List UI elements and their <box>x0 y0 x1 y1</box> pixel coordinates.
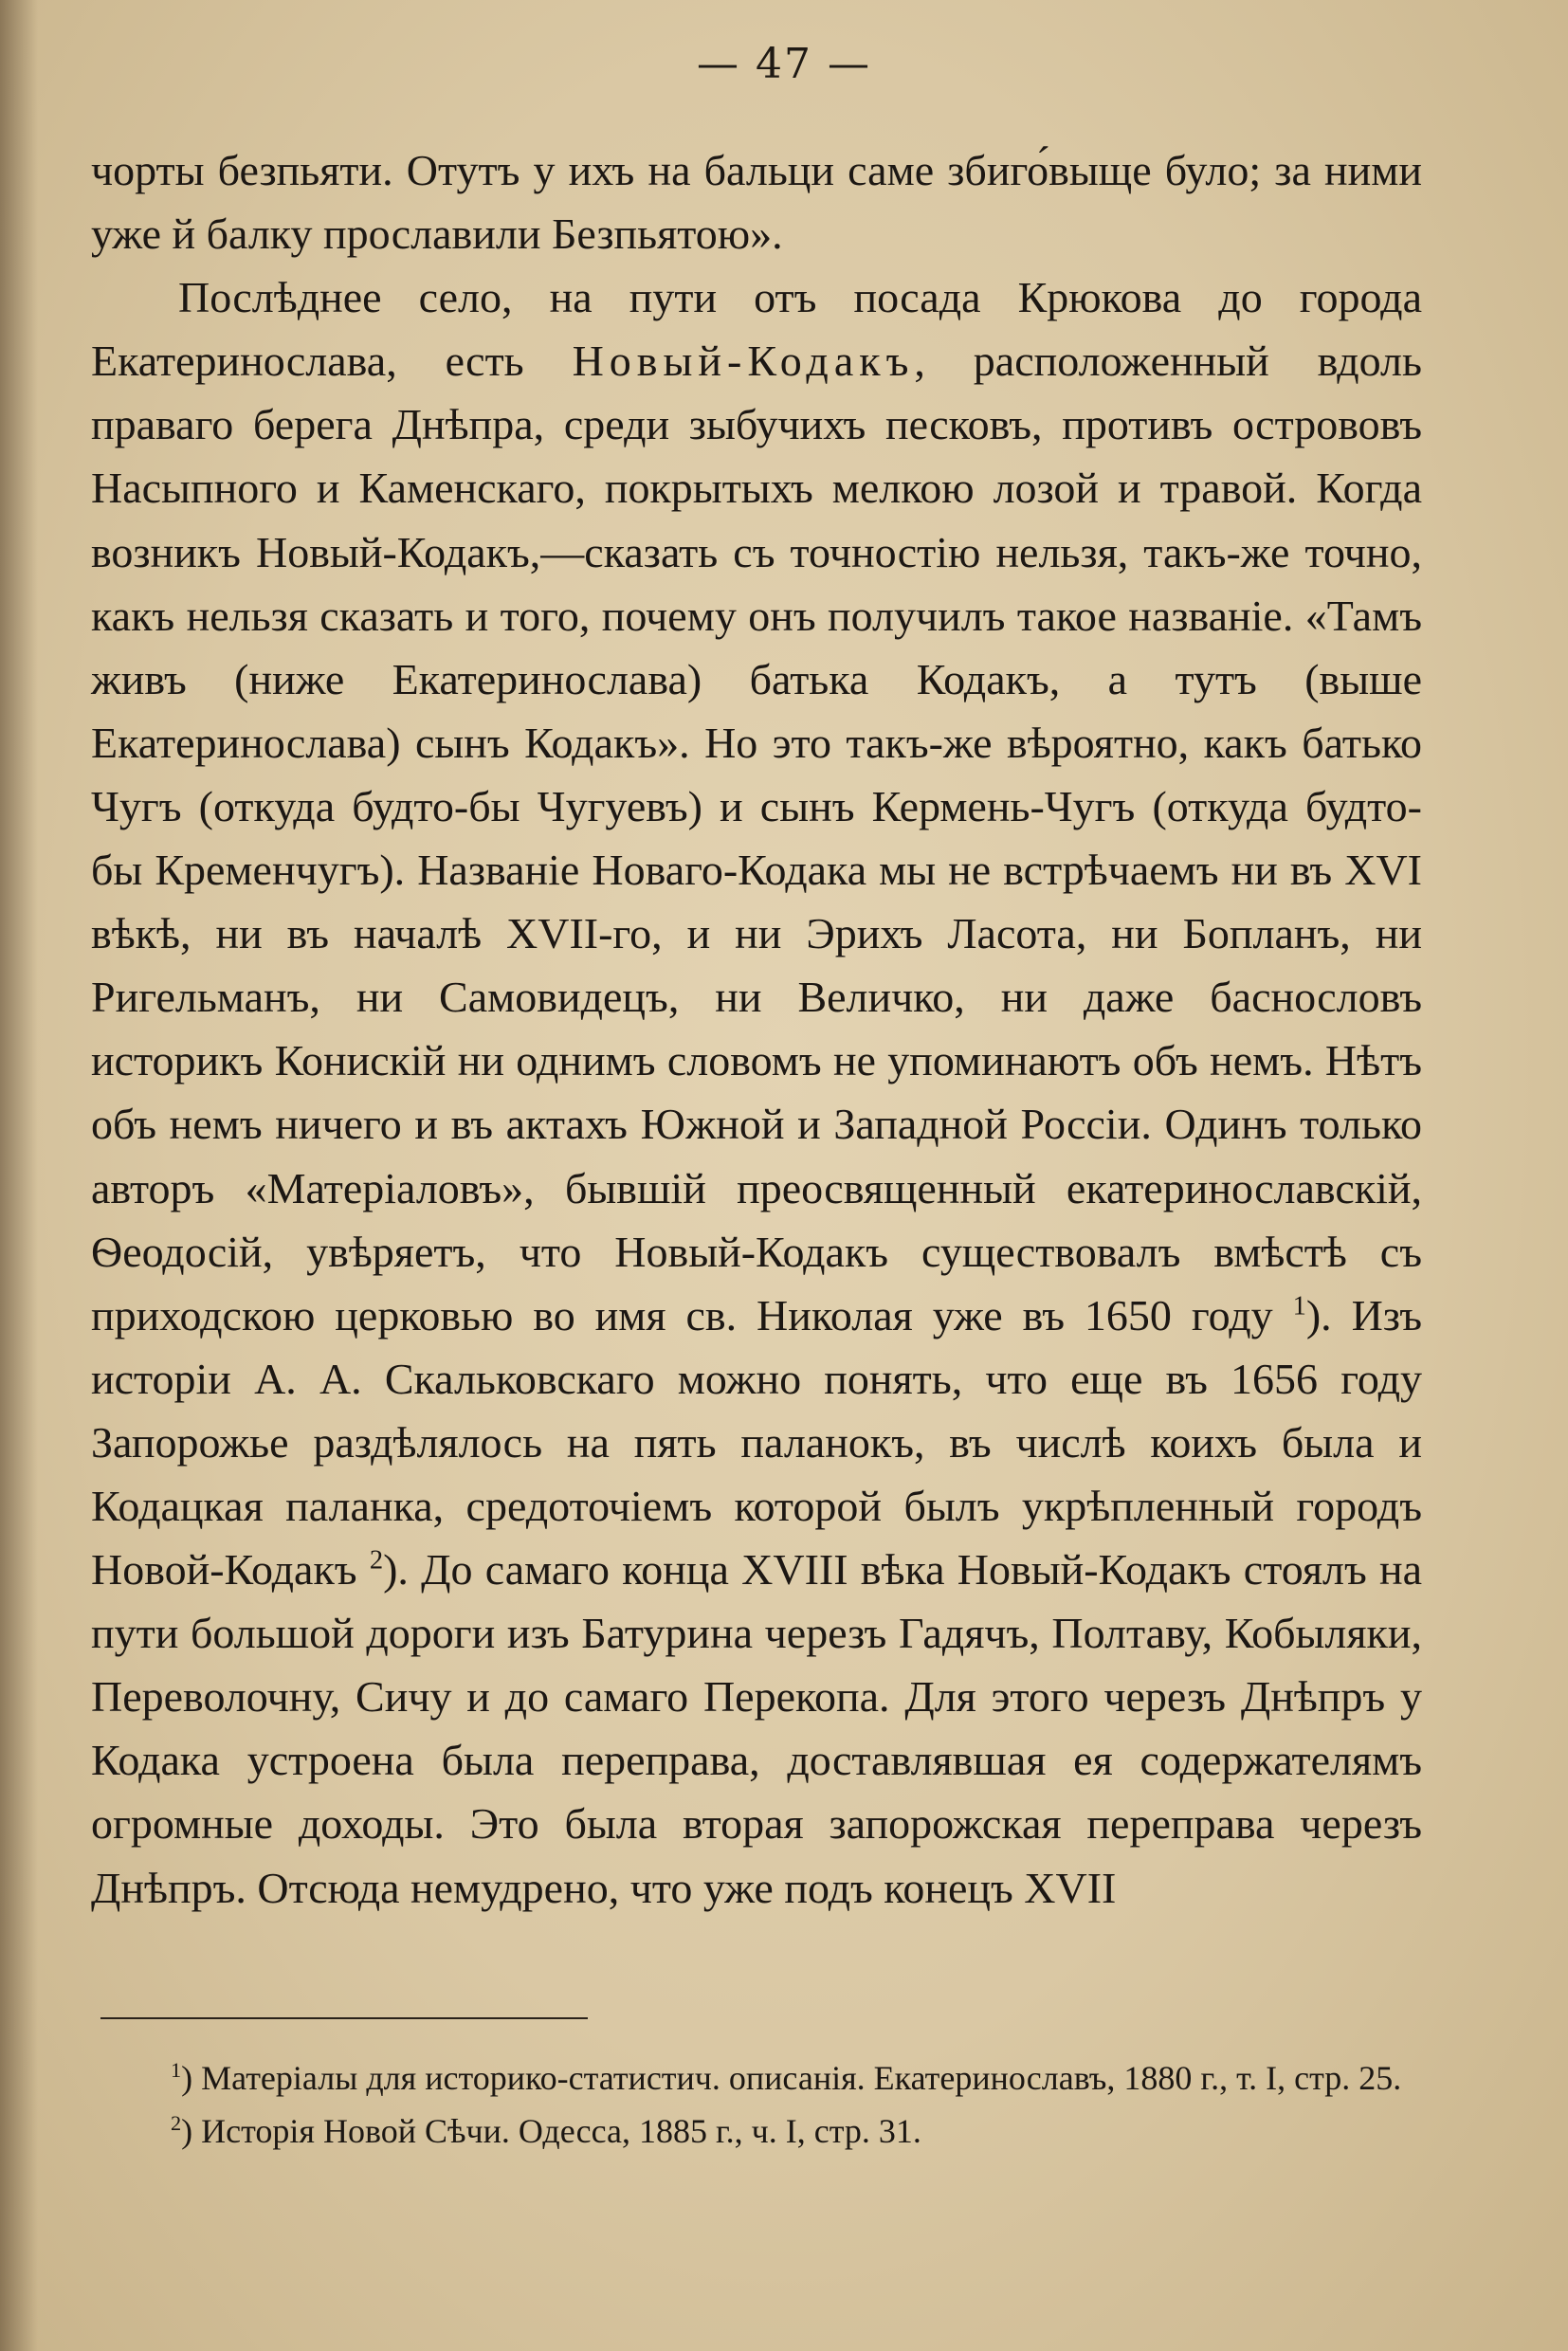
paragraph-1: чорты безпьяти. Отутъ у ихъ на бальци саме збиго́выще було; за ними уже й балку прославили Безпьятою». <box>91 146 1422 259</box>
footnote-marker-2: 2 <box>171 2111 182 2135</box>
paragraph-2-part-2: , расположенный вдоль праваго берега Днѣпра, среди зыбучихъ песковъ, противъ острововъ Насыпного и Каменскаго, покрытыхъ мелкою лозой и травой. Когда возникъ Новый-Кодакъ,—сказать съ точностію нельзя, такъ-же точно, какъ нельзя сказать и того, почему онъ получилъ такое названіе. «Тамъ живъ (ниже Екатеринослава) батька Кодакъ, а тутъ (выше Екатеринослава) сынъ Кодакъ». Но это такъ-же вѣроятно, какъ батько Чугъ (откуда будто-бы Чугуевъ) и сынъ Кермень-Чугъ (откуда будто-бы Кременчугъ). Названіе Новаго-Кодака мы не встрѣчаемъ ни въ XVI вѣкѣ, ни въ началѣ XVII-го, и ни Эрихъ Ласота, ни Бопланъ, ни Ригельманъ, ни Самовидецъ, ни Величко, ни даже баснословъ историкъ Конискій ни однимъ словомъ не упоминаютъ объ немъ. Нѣтъ объ немъ ничего и въ актахъ Южной и Западной Россіи. Одинъ только авторъ «Матеріаловъ», бывшій преосвященный екатеринославскій, Ѳеодосій, увѣряетъ, что Новый-Кодакъ существовалъ вмѣстѣ съ приходскою церковью во имя св. Николая уже въ 1650 году <box>91 337 1422 1340</box>
footnote-1 <box>91 2051 1426 2105</box>
spaced-place-name: Новый-Кодакъ <box>572 337 915 386</box>
paragraph-2-part-4: ). До самаго конца XVIII вѣка Новый-Кодакъ стоялъ на пути большой дороги изъ Батурина черезъ Гадячъ, Полтаву, Кобыляки, Переволочну, Сичу и до самаго Перекопа. Для этого черезъ Днѣпръ у Кодака устроена была переправа, доставлявшая ея содержателямъ огромные доходы. Это была вторая запорожская переправа черезъ Днѣпръ. Отсюда немудрено, что уже подъ конецъ XVII <box>91 1545 1422 1912</box>
body-text <box>91 138 1422 1920</box>
paragraph-2 <box>91 265 1422 1919</box>
footnote-divider <box>100 2017 588 2019</box>
page-edge-shadow <box>0 0 38 2351</box>
paragraph-2-part-1: Послѣднее село, на пути отъ посада Крюкова до города Екатеринослава, есть <box>91 273 1422 386</box>
footnote-1-text: ) Матеріалы для историко-статистич. описанія. Екатеринославъ, 1880 г., т. I, стр. 25. <box>181 2059 1402 2097</box>
footnote-2 <box>91 2105 1426 2158</box>
footnote-ref-2[interactable]: 2 <box>369 1545 384 1576</box>
paragraph-2-part-3: ). Изъ исторіи А. А. Скальковскаго можно понять, что еще въ 1656 году Запорожье раздѣлялось на пять паланокъ, въ числѣ коихъ была и Кодацкая паланка, средоточіемъ которой былъ укрѣпленный городъ Новой-Кодакъ <box>91 1290 1422 1595</box>
footnote-ref-1[interactable]: 1 <box>1292 1291 1306 1321</box>
footnote-2-text: ) Исторія Новой Сѣчи. Одесса, 1885 г., ч. I, стр. 31. <box>181 2112 921 2150</box>
page-number: — 47 — <box>697 40 871 88</box>
footnote-marker-1: 1 <box>171 2058 182 2082</box>
footnotes <box>91 2051 1426 2158</box>
